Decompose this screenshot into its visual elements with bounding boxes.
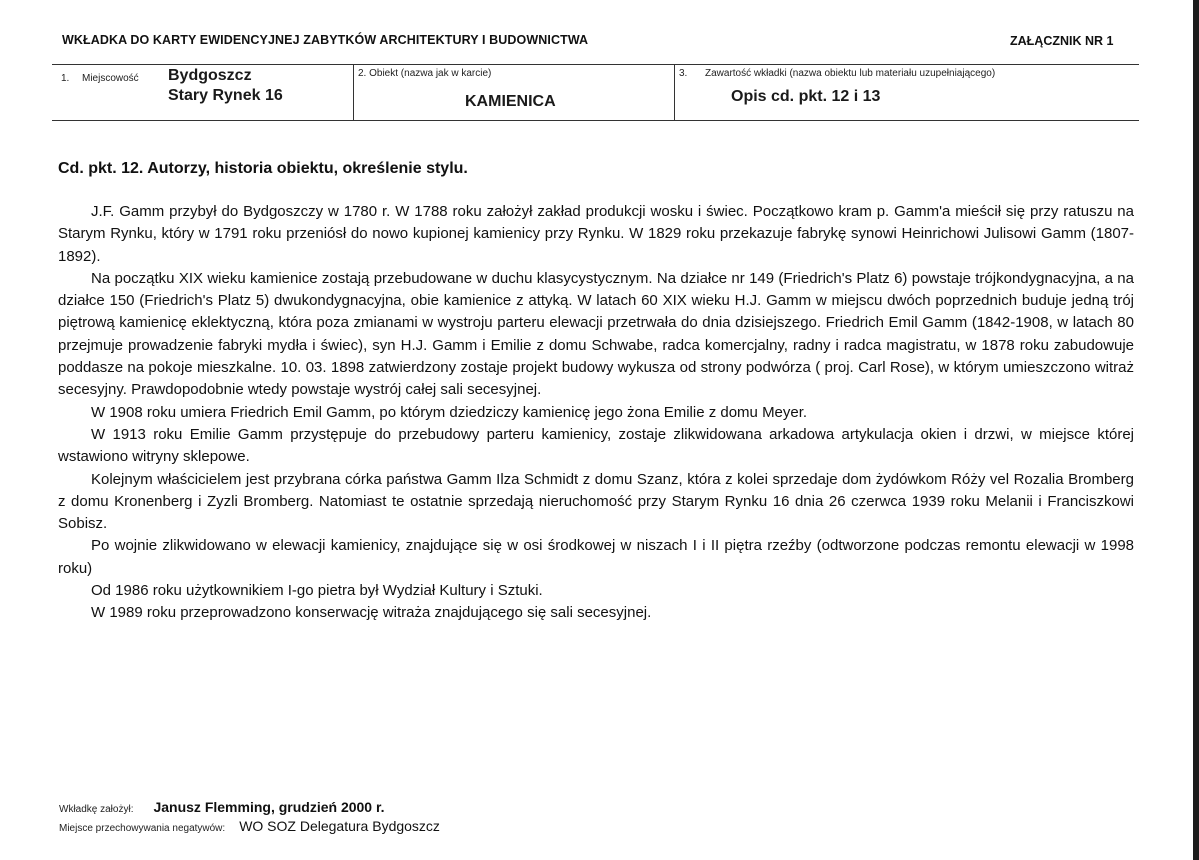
field-2-label: 2. Obiekt (nazwa jak w karcie) — [358, 68, 492, 79]
paragraph: Po wojnie zlikwidowano w elewacji kamienicy, znajdujące się w osi środkowej w niszach I i II piętra rzeźby (odtworzone podczas remontu elewacji w 1998 roku) — [58, 537, 1134, 577]
city-value: Bydgoszcz — [168, 67, 252, 84]
scan-edge — [1193, 0, 1199, 860]
author-label: Wkładkę założył: — [59, 804, 134, 815]
body-text — [58, 201, 1134, 625]
paragraph: W 1908 roku umiera Friedrich Emil Gamm, po którym dziedziczy kamienicę jego żona Emilie z domu Meyer. — [91, 403, 808, 421]
address-value: Stary Rynek 16 — [168, 87, 283, 104]
field-1-number: 1. — [61, 73, 70, 84]
paragraph: J.F. Gamm przybył do Bydgoszczy w 1780 r. W 1788 roku założył zakład produkcji wosku i świec. Początkowo kram p. Gamm'a mieścił się przy ratuszu na Starym Rynku, który w 1791 roku przeniósł do nowo kupionej kamienicy przy Rynku. W 1829 roku przekazuje fabrykę synowi Heinrichowi Julisowi Gamm (1807-1892). — [58, 203, 1134, 265]
object-value: KAMIENICA — [465, 93, 556, 110]
location-label: Miejsce przechowywania negatywów: — [59, 823, 226, 834]
author-row — [59, 799, 440, 817]
section-title: Cd. pkt. 12. Autorzy, historia obiektu, określenie stylu. — [58, 160, 468, 177]
field-1-label: Miejscowość — [82, 73, 139, 84]
location-value: WO SOZ Delegatura Bydgoszcz — [239, 818, 440, 834]
document-title: WKŁADKA DO KARTY EWIDENCYJNEJ ZABYTKÓW ARCHITEKTURY I BUDOWNICTWA — [62, 33, 589, 47]
footer — [59, 799, 440, 836]
paragraph: Od 1986 roku użytkownikiem I-go pietra był Wydział Kultury i Sztuki. — [91, 582, 543, 600]
cell-divider — [674, 65, 675, 120]
author-value: Janusz Flemming, grudzień 2000 r. — [153, 799, 385, 815]
field-3-label: Zawartość wkładki (nazwa obiektu lub materiału uzupełniającego) — [705, 68, 996, 79]
cell-divider — [353, 65, 354, 120]
paragraph: W 1913 roku Emilie Gamm przystępuje do przebudowy parteru kamienicy, zostaje zlikwidowana arkadowa artykulacja okien i drzwi, w miejsce której wstawiono witryny sklepowe. — [58, 425, 1134, 466]
paragraph: Na początku XIX wieku kamienice zostają przebudowane w duchu klasycystycznym. Na działce nr 149 (Friedrich's Platz 6) powstaje trójkondygnacyjna, a na działce 150 (Friedrich's Platz 5) dwukondygnacyjna, obie kamienice z attyką. W latach 60 XIX wieku H.J. Gamm w miejscu dwóch poprzednich buduje jedną trój piętrową kamienicę eklektyczną, która poza zmianami w wystroju parteru elewacji przetrwała do dnia dzisiejszego. Friedrich Emil Gamm (1842-1908, w latach 80 przejmuje prowadzenie fabryki mydła i świec), syn H.J. Gamm i Emilie z domu Schwabe, radca komercjalny, radny i radca magistratu, w 1878 roku zabudowuje poddasze na pokoje mieszkalne. 10. 03. 1898 zatwierdzony zostaje projekt budowy wykusza od strony podwórza ( proj. Carl Rose), w którym umieszczono witraż secesyjny. Prawdopodobnie wtedy powstaje wystrój całej sali secesyjnej. — [58, 269, 1134, 399]
content-value: Opis cd. pkt. 12 i 13 — [731, 88, 881, 105]
location-row — [59, 818, 440, 836]
info-table — [52, 64, 1139, 121]
attachment-label: ZAŁĄCZNIK NR 1 — [1010, 34, 1114, 48]
field-3-number: 3. — [679, 68, 688, 79]
paragraph: Kolejnym właścicielem jest przybrana córka państwa Gamm Ilza Schmidt z domu Szanz, która z kolei sprzedaje dom żydówkom Róży vel Rozalia Bromberg z domu Kronenberg i Zyzli Bromberg. Natomiast te ostatnie sprzedają nieruchomość przy Starym Rynku 16 dnia 26 czerwca 1939 roku Melanii i Franciszkowi Sobisz. — [58, 470, 1134, 533]
paragraph: W 1989 roku przeprowadzono konserwację witraża znajdującego się sali secesyjnej. — [91, 604, 652, 622]
